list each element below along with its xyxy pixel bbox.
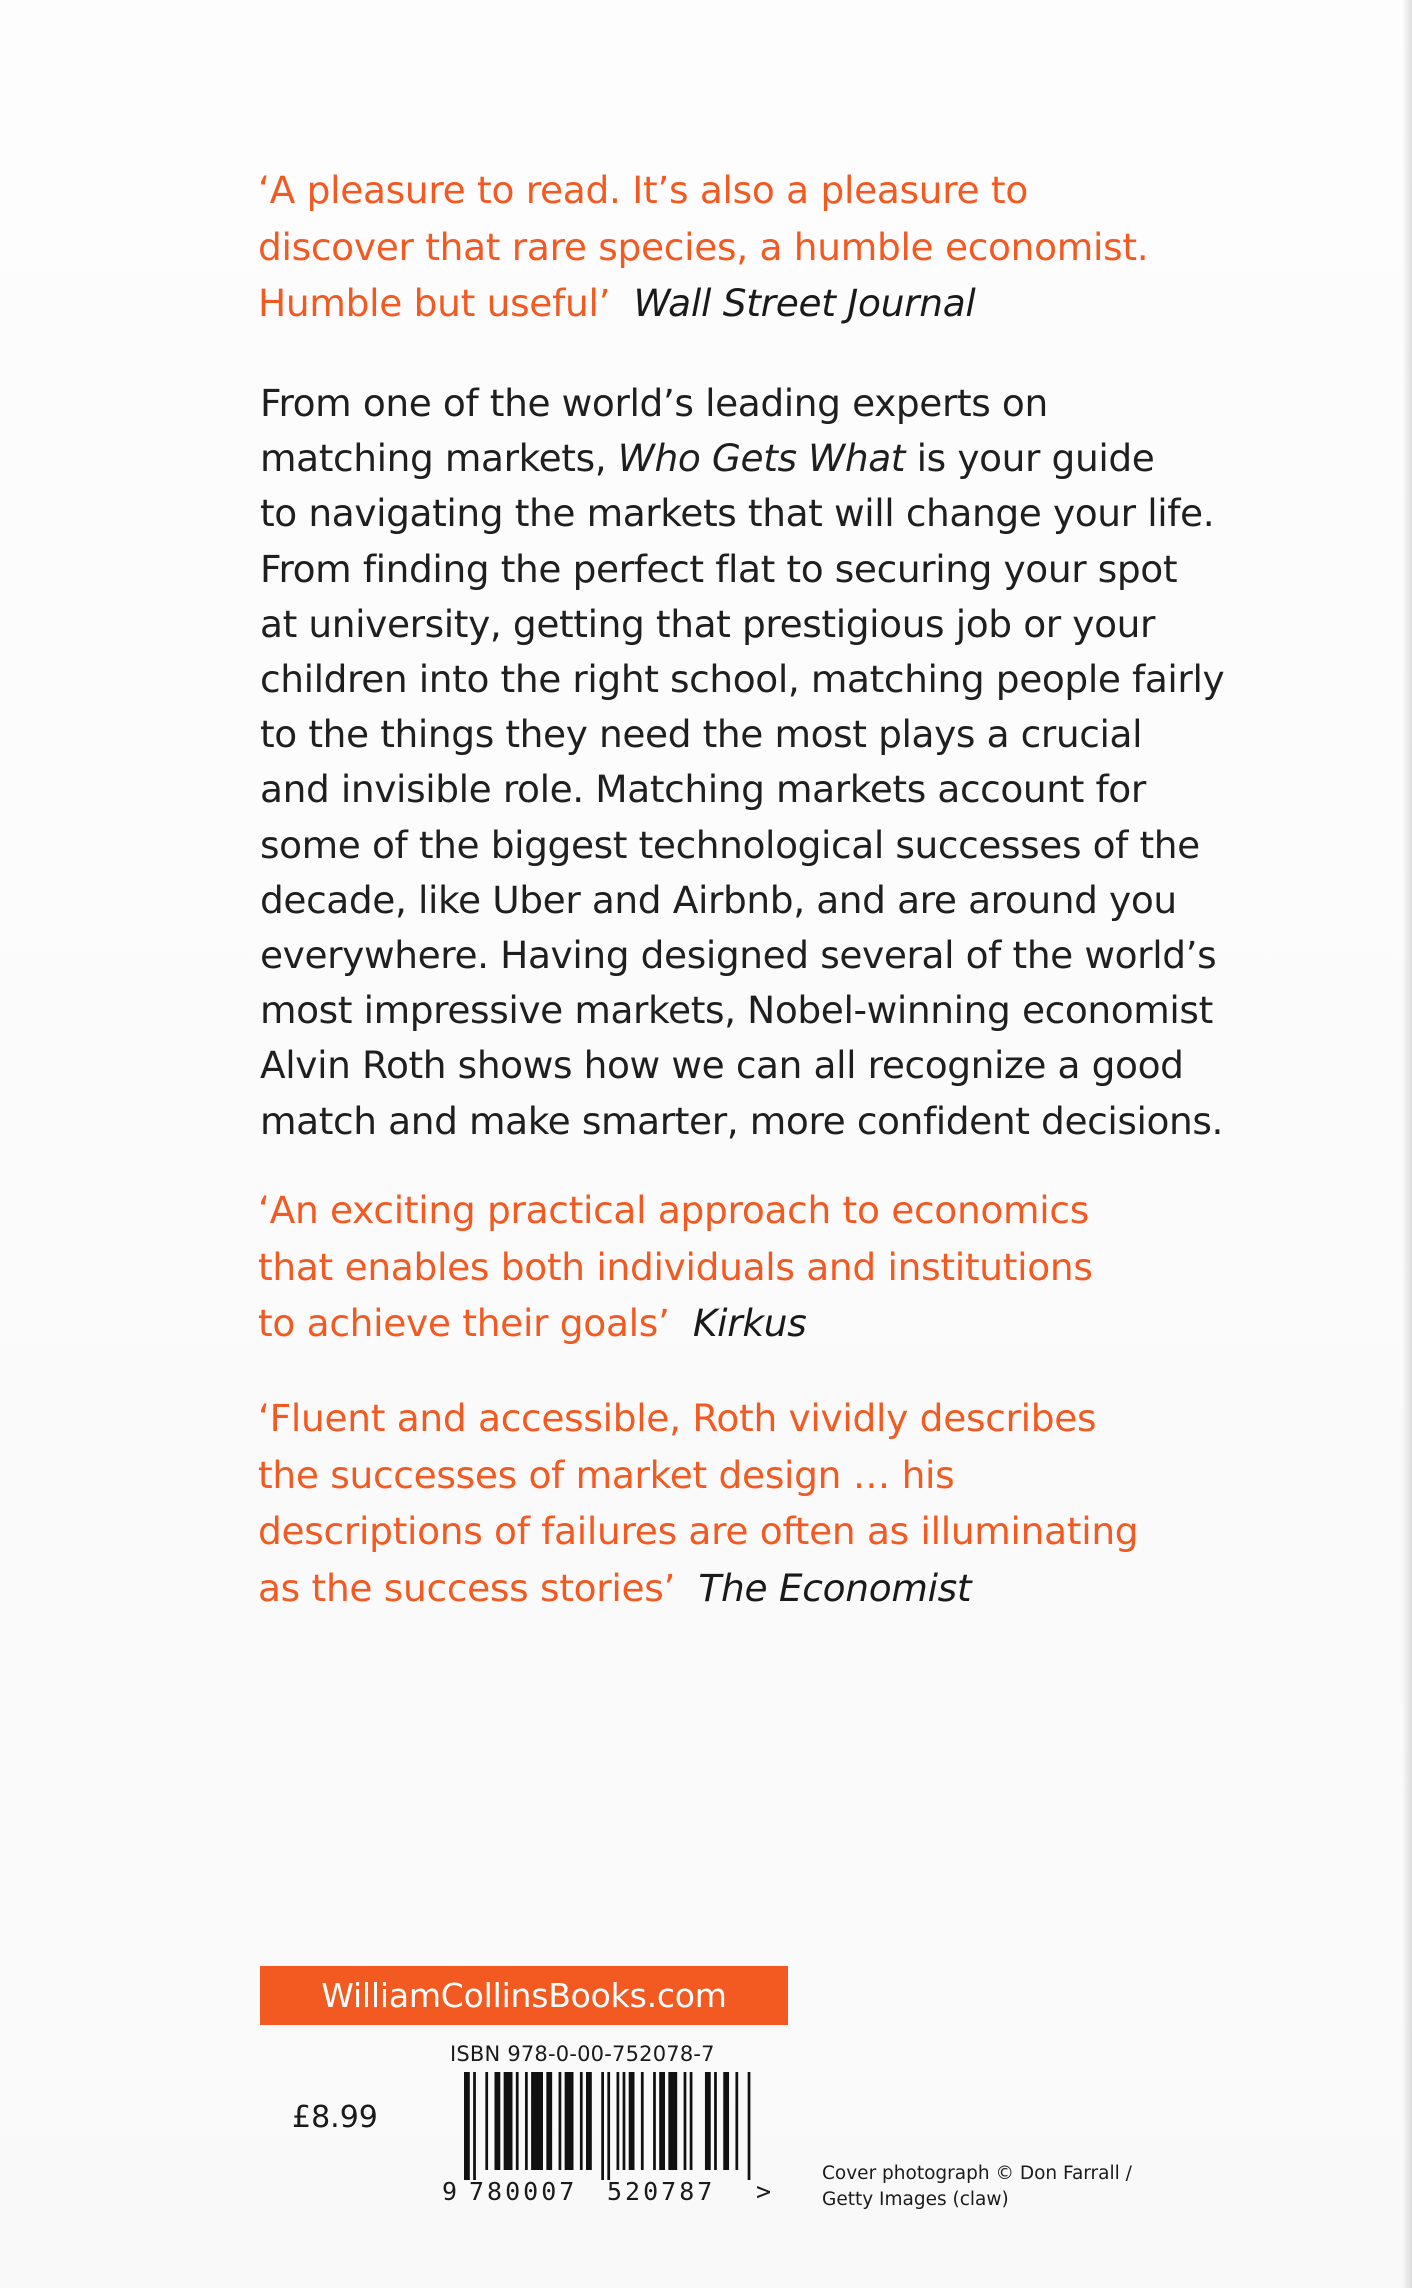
barcode-bar [641,2072,644,2170]
barcode-bar [735,2072,738,2170]
quote-line [258,1295,1093,1352]
blurb-text: matching markets, [260,436,618,481]
book-blurb [260,376,1224,1149]
barcode-bar [586,2072,592,2170]
review-quote-wsj [258,162,1148,332]
barcode-bar [485,2072,488,2170]
cover-edge-shadow [1402,0,1412,2288]
blurb-line: to the things they need the most plays a crucial [260,712,1143,757]
blurb-line: match and make smarter, more confident decisions. [260,1098,1224,1143]
book-title: Who Gets What [617,436,906,481]
blurb-line: decade, like Uber and Airbnb, and are around you [260,877,1177,922]
barcode-bar [525,2072,528,2170]
quote-line: ‘An exciting practical approach to economics [258,1188,1089,1232]
blurb-text: is your guide [905,436,1155,481]
blurb-line [260,431,1224,486]
barcode-bar [629,2072,635,2170]
barcode-bar [601,2072,604,2180]
quote-source: The Economist [698,1565,972,1610]
quote-source: Kirkus [692,1301,807,1345]
quote-line: the successes of market design … his [258,1452,955,1497]
barcode-bars [464,2072,750,2180]
barcode-bar [565,2072,574,2170]
review-quote-economist [258,1390,1138,1616]
blurb-line: From finding the perfect flat to securing your spot [260,546,1178,591]
barcode-bar [559,2072,562,2170]
blurb-line: everywhere. Having designed several of the world’s [260,933,1217,978]
barcode-bar [668,2072,677,2170]
barcode-bar [623,2072,626,2170]
barcode-bar [723,2072,729,2170]
quote-line-text: to achieve their goals’ [258,1301,670,1345]
publisher-website-link[interactable]: WilliamCollinsBooks.com [321,1976,727,2015]
barcode [440,2072,780,2204]
barcode-bar [495,2072,501,2170]
barcode-bar [705,2072,711,2170]
quote-line-text: Humble but useful’ [258,281,611,325]
quote-line: descriptions of failures are often as illuminating [258,1509,1139,1553]
blurb-line: From one of the world’s leading experts on [260,381,1048,425]
barcode-bar [464,2072,470,2180]
barcode-bar [684,2072,687,2170]
blurb-line: at university, getting that prestigious job or your [260,601,1155,646]
barcode-bar [653,2072,656,2170]
credit-line: Cover photograph © Don Farrall / [822,2163,1132,2184]
blurb-line: most impressive markets, Nobel-winning economist [260,988,1213,1033]
blurb-line: some of the biggest technological successes of the [260,822,1200,867]
blurb-line: Alvin Roth shows how we can all recognize a good [260,1043,1184,1088]
quote-line: ‘A pleasure to read. It’s also a pleasure to [258,168,1028,212]
barcode-bar [607,2072,610,2180]
blurb-line: to navigating the markets that will change your life. [260,491,1215,536]
quote-line [258,1560,1138,1617]
quote-line [258,275,1148,332]
barcode-right-digits: 520787 [607,2177,716,2204]
barcode-left-digits: 780007 [469,2177,578,2204]
quote-line: that enables both individuals and institutions [258,1244,1093,1289]
barcode-bar [617,2072,620,2170]
barcode-bar [659,2072,665,2170]
barcode-bar [504,2072,513,2170]
barcode-bar [546,2072,552,2170]
blurb-line: and invisible role. Matching markets account for [260,767,1146,812]
barcode-lead-digit: 9 [442,2177,458,2204]
quote-source: Wall Street Journal [633,281,976,325]
barcode-bar [714,2072,717,2170]
barcode-bar [690,2072,693,2170]
barcode-bar [531,2072,543,2170]
quote-line: discover that rare species, a humble economist. [258,224,1149,269]
barcode-end-mark: > [756,2177,772,2204]
credit-line: Getty Images (claw) [822,2189,1009,2210]
barcode-bar [580,2072,583,2170]
quote-line: ‘Fluent and accessible, Roth vividly describes [258,1396,1097,1440]
quote-line-text: as the success stories’ [258,1565,676,1610]
barcode-bar [473,2072,476,2180]
cover-photo-credit [822,2161,1132,2213]
blurb-line: children into the right school, matching people fairly [260,657,1225,702]
review-quote-kirkus [258,1182,1093,1352]
barcode-bar [516,2072,519,2170]
price-label: £8.99 [292,2100,378,2135]
barcode-bar [748,2072,751,2180]
isbn-label: ISBN 978-0-00-752078-7 [450,2042,715,2066]
publisher-website-banner[interactable] [260,1966,788,2025]
